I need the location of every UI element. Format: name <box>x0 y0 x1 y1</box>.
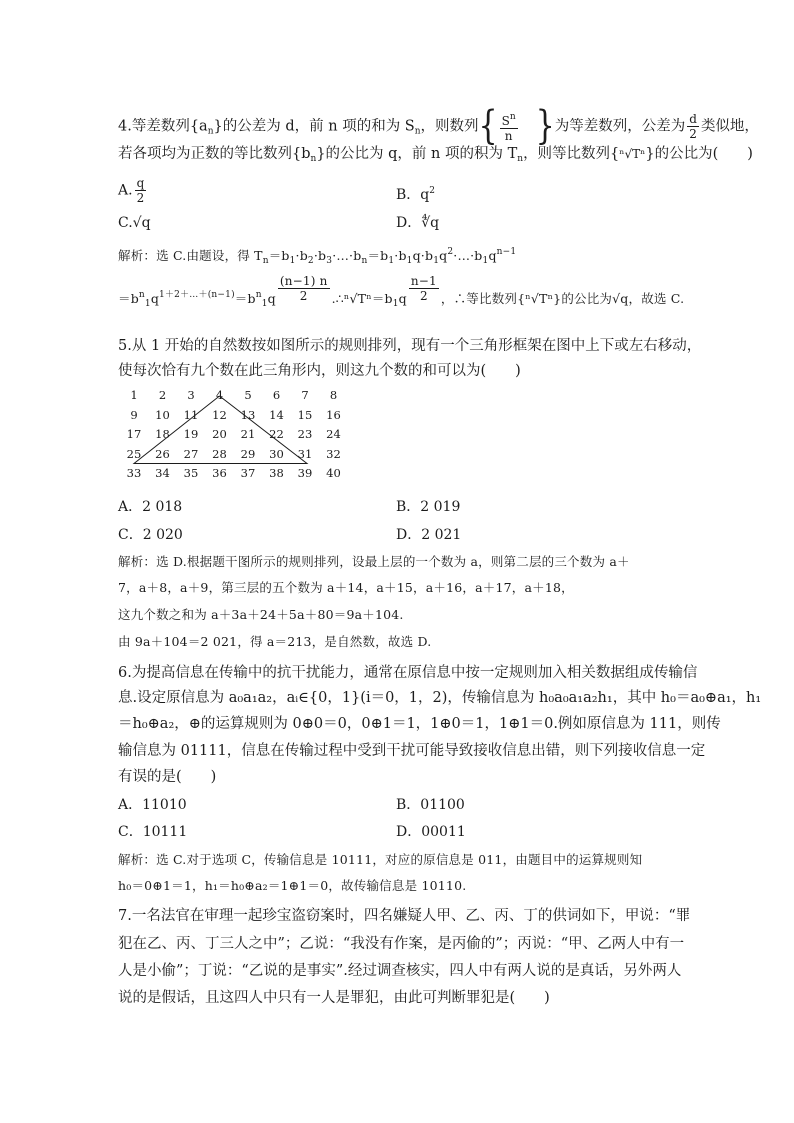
grid-cell: 12 <box>212 407 227 422</box>
grid-cell: 33 <box>126 466 142 480</box>
grid-cell: 9 <box>130 407 138 422</box>
q5-option-c: C．2 020 <box>118 527 183 543</box>
grid-cell: 14 <box>269 407 284 422</box>
grid-cell: 24 <box>326 427 341 441</box>
q5-option-a: A．2 018 <box>118 499 183 515</box>
grid-cell: 36 <box>212 466 227 480</box>
grid-cell: 13 <box>240 407 256 422</box>
grid-cell: 35 <box>183 466 199 480</box>
q6-line-2: 息.设定原信息为 a₀a₁a₂，aᵢ∈{0，1}(i＝0，1，2)，传输信息为 h₀a₀a₁a₂h₁，其中 h₀＝a₀⊕a₁，h₁ <box>118 690 762 706</box>
ana-sub: 1 <box>289 256 296 266</box>
ana-sub: 1 <box>388 256 395 266</box>
q6-analysis-line-1: 解析：选 C.对于选项 C，传输信息是 10111，对应的原信息是 011，由题目中的运算规则知 <box>118 852 643 867</box>
grid-cell: 31 <box>297 446 313 461</box>
grid-cell: 8 <box>329 388 338 402</box>
q5-option-d: D．2 021 <box>396 527 462 543</box>
grid-cell: 2 <box>158 388 167 402</box>
q4-option-c: C.√q <box>118 215 151 231</box>
q7-line-1: 7.一名法官在审理一起珍宝盗窃案时，四名嫌疑人甲、乙、丙、丁的供词如下，甲说：“罪 <box>118 908 691 924</box>
ana-sub: 1 <box>392 299 399 309</box>
frac-num: d <box>689 112 697 126</box>
grid-cell: 11 <box>183 407 199 422</box>
grid-cell: 28 <box>212 446 227 461</box>
ana-text: ＝b <box>234 291 256 306</box>
ana-sup: 1＋2＋…＋(n−1) <box>159 290 235 300</box>
left-brace: { <box>478 103 498 149</box>
ana-text: ·…·b <box>453 248 483 263</box>
grid-cell: 4 <box>215 388 224 402</box>
q4-text: }的公差为 d，前 n 项的和为 S <box>213 118 415 135</box>
frac-num-sup: n <box>509 112 516 122</box>
q6-option-c: C．10111 <box>118 824 188 840</box>
option-label: A. <box>118 182 133 199</box>
option-text: B．q <box>396 187 430 203</box>
q4-text: ，则等比数列{ <box>523 146 620 162</box>
q-over-2-fraction <box>135 176 147 205</box>
q4-sub: n <box>517 154 524 164</box>
q6-analysis-line-2: h₀＝0⊕1＝1，h₁＝h₀⊕a₂＝1⊕1＝0，故传输信息是 10110. <box>118 878 467 893</box>
grid-cell: 25 <box>126 446 142 461</box>
grid-cell: 3 <box>187 388 195 402</box>
q4-analysis-line-1 <box>118 242 678 271</box>
ana-sub: 3 <box>326 256 333 266</box>
nth-root-tn: ⁿ√Tⁿ <box>619 147 646 161</box>
ana-sub: 1 <box>144 299 151 309</box>
ana-text: ·b <box>313 248 327 263</box>
q6-line-3: ＝h₀⊕a₂，⊕的运算规则为 0⊕0＝0，0⊕1＝1，1⊕0＝1，1⊕1＝0.例如原信息为 111，则传 <box>118 716 721 732</box>
frac-den: n <box>504 129 513 143</box>
frac-den: 2 <box>299 289 308 303</box>
ana-sup: 2 <box>447 247 454 257</box>
ana-text: ，∴等比数列{ⁿ√Tⁿ}的公比为√q，故选 C. <box>440 291 685 306</box>
ana-text: q·b <box>412 248 434 263</box>
grid-cell: 21 <box>240 427 256 441</box>
ana-text: ·b <box>295 248 308 263</box>
right-brace: } <box>535 103 555 149</box>
ana-text: 解析：选 C.由题设，得 T <box>118 248 263 263</box>
grid-cell: 23 <box>297 427 313 441</box>
ana-sup: n <box>255 290 262 300</box>
triangle-frame <box>122 388 362 488</box>
ana-sub: 2 <box>307 256 314 266</box>
grid-cell: 20 <box>212 427 227 441</box>
grid-cell: 32 <box>326 446 341 461</box>
q4-text: }的公比为 q，前 n 项的积为 T <box>316 146 518 162</box>
q6-option-a: A．11010 <box>118 797 187 813</box>
ana-text: ＝b <box>367 248 389 263</box>
grid-cell: 16 <box>326 407 341 422</box>
q4-option-b <box>396 181 435 205</box>
q6-line-5: 有误的是( ) <box>118 769 217 785</box>
q4-text: ，则数列 <box>420 118 479 135</box>
q4-text: 4.等差数列{a <box>118 118 208 135</box>
exponent-fraction-1 <box>278 274 330 303</box>
q5-analysis-line-4: 由 9a＋104＝2 021，得 a＝213，是自然数，故选 D. <box>118 634 432 649</box>
q5-analysis-line-3: 这九个数之和为 a＋3a＋24＋5a＋80＝9a＋104. <box>118 607 404 622</box>
grid-cell: 1 <box>130 388 138 402</box>
grid-cell: 10 <box>155 407 170 422</box>
grid-cell: 29 <box>240 446 256 461</box>
ana-text: q <box>398 291 407 306</box>
frac-num: S <box>501 114 510 128</box>
q4-option-d: D．∜q <box>396 215 440 231</box>
ana-sup: n−1 <box>496 247 517 257</box>
q4-text: 类似地， <box>700 118 759 135</box>
q4-text: 为等差数列，公差为 <box>554 118 686 135</box>
ana-sub: 1 <box>482 256 489 266</box>
grid-cell: 6 <box>272 388 281 402</box>
grid-cell: 30 <box>269 446 284 461</box>
grid-cell: 19 <box>183 427 199 441</box>
q4-option-a <box>118 176 148 205</box>
ana-sup: n <box>138 290 145 300</box>
ana-text: q <box>267 291 276 306</box>
q5-line-1: 5.从 1 开始的自然数按如图所示的规则排列，现有一个三角形框架在图中上下或左右移动， <box>118 338 702 354</box>
frac-num: (n−1) n <box>279 274 328 288</box>
ana-text: ＝b <box>118 291 139 306</box>
q6-option-b: B．01100 <box>396 797 465 813</box>
grid-cell: 26 <box>155 446 170 461</box>
ana-text: ＝b <box>268 248 290 263</box>
q7-line-2: 犯在乙、丙、丁三人之中”；乙说：“我没有作案，是丙偷的”；丙说：“甲、乙两人中有一 <box>118 936 685 952</box>
ana-text: ·b <box>394 248 407 263</box>
q4-text: }的公比为( ) <box>645 146 753 162</box>
q4-sub: n <box>414 126 421 137</box>
frac-num: q <box>136 176 145 190</box>
ana-sub: n <box>262 256 269 266</box>
q4-sub: n <box>310 154 317 164</box>
grid-cell: 34 <box>155 466 170 480</box>
q5-option-b: B．2 019 <box>396 499 461 515</box>
grid-cell: 38 <box>269 466 284 480</box>
q5-analysis-line-1: 解析：选 D.根据题干图所示的规则排列，设最上层的一个数为 a，则第二层的三个数为 a＋ <box>118 554 630 569</box>
grid-cell: 37 <box>240 466 256 480</box>
q4-analysis-line-2 <box>118 274 685 314</box>
grid-cell: 18 <box>155 427 170 441</box>
grid-cell: 39 <box>297 466 313 480</box>
ana-text: .∴ⁿ√Tⁿ＝b <box>331 291 393 306</box>
q4-line-1 <box>118 103 759 149</box>
grid-cell: 22 <box>269 427 284 441</box>
frac-den: 2 <box>419 289 428 303</box>
frac-den: 2 <box>689 127 697 141</box>
d-over-2-fraction <box>687 112 699 141</box>
q5-analysis-line-2: 7，a＋8，a＋9，第三层的五个数为 a＋14，a＋15，a＋16，a＋17，a＋18， <box>118 580 574 595</box>
grid-cell: 15 <box>297 407 313 422</box>
triangle-outline <box>134 396 307 464</box>
grid-cell: 5 <box>244 388 252 402</box>
ana-sub: 1 <box>433 256 440 266</box>
grid-cell: 40 <box>326 466 341 480</box>
ana-text: q <box>439 248 448 263</box>
option-sup: 2 <box>429 186 435 196</box>
q4-text: 若各项均为正数的等比数列{b <box>118 146 311 162</box>
q4-sub: n <box>207 126 214 137</box>
ana-sub: 1 <box>261 299 268 309</box>
frac-den: 2 <box>136 191 145 205</box>
q7-line-3: 人是小偷”；丁说：“乙说的是事实”.经过调查核实，四人中有两人说的是真话，另外两人 <box>118 963 682 979</box>
q5-line-2: 使每次恰有九个数在此三角形内，则这九个数的和可以为( ) <box>118 363 521 379</box>
grid-cell: 7 <box>301 388 309 402</box>
grid-cell: 17 <box>126 427 142 441</box>
ana-sub: n <box>361 256 368 266</box>
ana-text: q <box>488 248 497 263</box>
q6-line-4: 输信息为 01111，信息在传输过程中受到干扰可能导致接收信息出错，则下列接收信息一定 <box>118 743 706 759</box>
exponent-fraction-2 <box>409 274 439 303</box>
ana-text: ·…·b <box>332 248 362 263</box>
sn-over-n-fraction <box>500 110 518 143</box>
grid-cell: 27 <box>183 446 199 461</box>
q7-line-4: 说的是假话，且这四人中只有一人是罪犯，由此可判断罪犯是( ) <box>118 990 550 1006</box>
q4-line-2 <box>118 144 753 169</box>
ana-text: q <box>150 291 160 306</box>
q6-line-1: 6.为提高信息在传输中的抗干扰能力，通常在原信息中按一定规则加入相关数据组成传输信 <box>118 665 698 681</box>
frac-num: n−1 <box>410 274 437 288</box>
ana-sub: 1 <box>406 256 413 266</box>
q6-option-d: D．00011 <box>396 824 466 840</box>
